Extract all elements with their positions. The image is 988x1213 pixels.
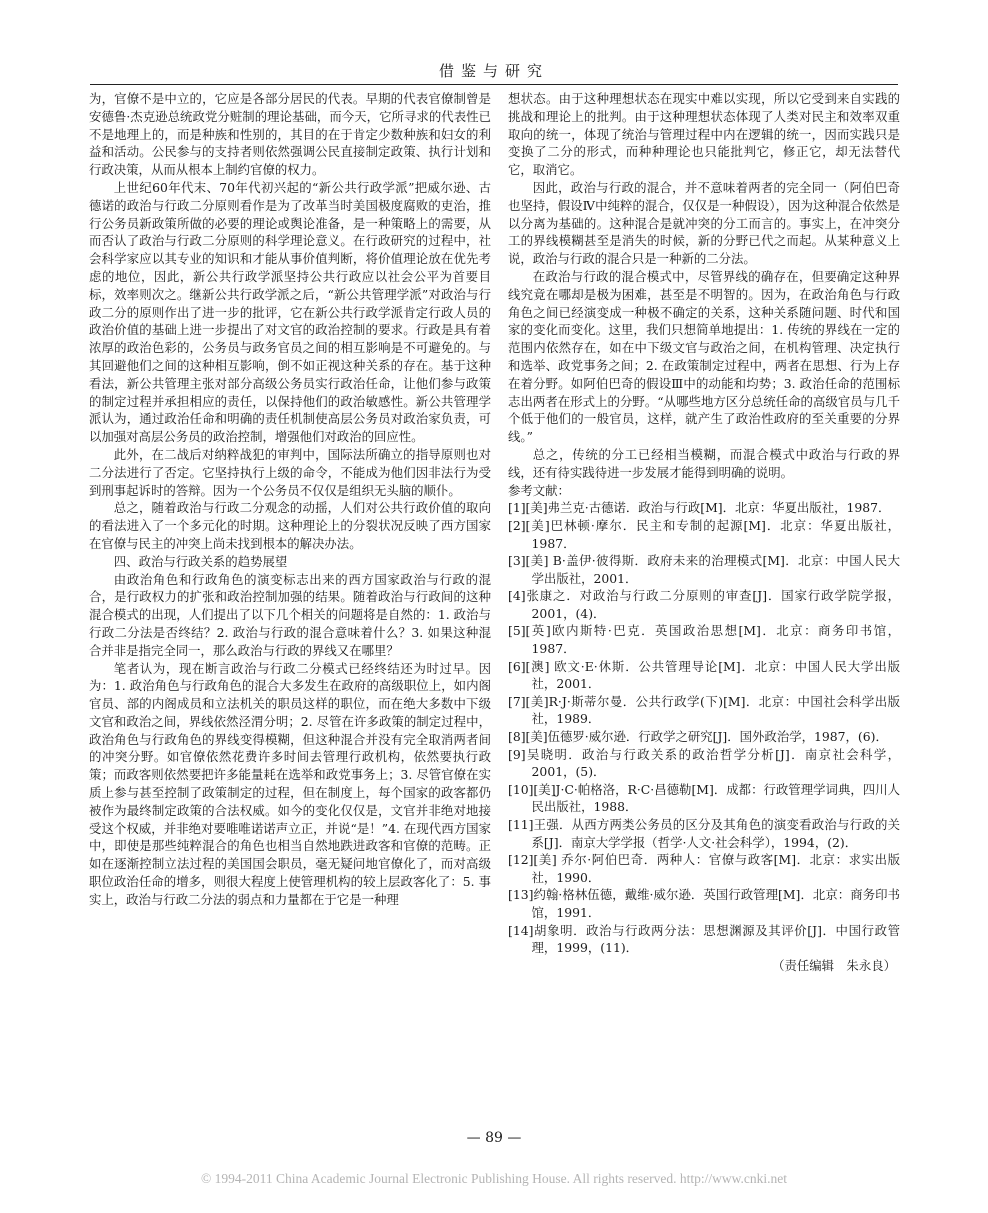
reference-item: [4]张康之．对政治与行政二分原则的审查[J]．国家行政学院学报，2001，(4)． <box>508 588 900 621</box>
paragraph: 此外，在二战后对纳粹战犯的审判中，国际法所确立的指导原则也对二分法进行了否定。它坚持执行上级的命令，不能成为他们因非法行为受到刑事起诉时的答辩。因为一个公务员不仅仅是组织无头脑的顺仆。 <box>89 446 491 498</box>
paragraph: 总之，随着政治与行政二分观念的动摇，人们对公共行政价值的取向的看法进入了一个多元化的时期。这种理论上的分裂状况反映了西方国家在官僚与民主的冲突上尚未找到根本的解决办法。 <box>89 500 491 551</box>
reference-item: [12][美] 乔尔·阿伯巴奇．两种人：官僚与政客[M]．北京：求实出版社，1990． <box>508 852 900 885</box>
reference-item: [2][美]巴林顿·摩尔．民主和专制的起源[M]．北京：华夏出版社，1987． <box>508 517 900 551</box>
left-column <box>89 90 491 909</box>
reference-item: [8][美]伍德罗·威尔逊．行政学之研究[J]．国外政治学，1987，(6)． <box>508 729 888 745</box>
reference-item: [13]约翰·格林伍德，戴维·威尔逊．英国行政管理[M]．北京：商务印书馆，1991． <box>508 887 900 920</box>
paragraph: 因此，政治与行政的混合，并不意味着两者的完全同一（阿伯巴奇也坚持，假设Ⅳ中纯粹的混合，仅仅是一种假设），因为这种混合依然是以分离为基础的。这种混合是就冲突的分工而言的。事实上，在冲突分工的界线模糊甚至是消失的时候，新的分野已代之而起。从某种意义上说，政治与行政的混合只是一种新的二分法。 <box>508 179 900 267</box>
right-column <box>508 90 900 975</box>
section-heading: 四、政治与行政关系的趋势展望 <box>113 553 288 569</box>
header-rule <box>90 84 898 85</box>
reference-item: [5][英]欧内斯特·巴克．英国政治思想[M]．北京：商务印书馆，1987． <box>508 623 900 657</box>
editor-note: （责任编辑 朱永良） <box>772 957 896 973</box>
paragraph: 笔者认为，现在断言政治与行政二分模式已经终结还为时过早。因为：1. 政治角色与行政角色的混合大多发生在政府的高级职位上，如内阁官员、部的内阁成员和立法机关的职员这样的职位，而在绝大多数中下级文官和政治之间，界线依然泾渭分明；2. 尽管在许多政策的制定过程中，政治角色与行政角色的界线变得模糊，但这种混合并没有完全取消两者间的冲突分野。如官僚依然花费许多时间去管理行政机构，依然要执行政策；而政客则依然要把许多能量耗在选举和政党事务上；3. 尽管官僚在实质上参与甚至控制了政策制定的过程，但在制度上，每个国家的政客都仍被作为最终制定政策的合法权威。如今的变化仅仅是，文官并非绝对地接受这个权威，并非绝对要唯唯诺诺声立正，并说“是！”4. 在现代西方国家中，即使是那些纯粹混合的角色也相当自然地跌进政客和官僚的范畴。正如在逐渐控制立法过程的美国国会职员，毫无疑问地官僚化了，而对高级职位政治任命的增多，则很大程度上使管理机构的较上层政客化了：5. 事实上，政治与行政二分法的弱点和力量都在于它是一种理 <box>89 660 491 907</box>
reference-item: [6][澳] 欧文·E·休斯．公共管理导论[M]．北京：中国人民大学出版社，2001． <box>508 658 900 692</box>
paragraph: 在政治与行政的混合模式中，尽管界线的确存在，但要确定这种界线究竟在哪却是极为困难，甚至是不明智的。因为，在政治角色与行政角色之间已经演变成一种极不确定的关系，这种关系随问题、时代和国家的变化而变化。这里，我们只想简单地提出：1. 传统的界线在一定的范围内依然存在，如在中下级文官与政治之间，在机构管理、决定执行和选举、政党事务之间；2. 在政策制定过程中，两者在思想、行为上存在着分野。如阿伯巴奇的假设Ⅲ中的动能和均势；3. 政治任命的范围标志出两者在形式上的分野。“从哪些地方区分总统任命的高级官员与几千个低于他们的一般官员，这样，就产生了政治性政府的至关重要的分界线。” <box>508 268 900 445</box>
reference-item: [11]王强．从西方两类公务员的区分及其角色的演变看政治与行政的关系[J]．南京大学学报（哲学·人文·社会科学），1994，(2)． <box>508 817 900 850</box>
reference-item: [7][美]R·J·斯蒂尔曼．公共行政学(下)[M]．北京：中国社会科学出版社，1989． <box>508 693 900 727</box>
page-number: — 89 — <box>466 1130 522 1146</box>
reference-item: [10][美]J·C·帕格洛，R·C·昌德勒[M]．成都：行政管理学词典，四川人民出版社，1988． <box>508 781 900 815</box>
reference-list <box>508 499 900 956</box>
references-heading: 参考文献： <box>508 482 570 498</box>
paragraph: 由政治角色和行政角色的演变标志出来的西方国家政治与行政的混合，是行政权力的扩张和政治控制加强的结果。随着政治与行政间的这种混合模式的出现，人们提出了以下几个相关的问题将是自然的：1. 政治与行政二分法是否终结？2. 政治与行政的混合意味着什么？3. 如果这种混合并非是指完全同一，那么政治与行政的界线又在哪里？ <box>89 571 491 658</box>
reference-item: [14]胡象明．政治与行政两分法：思想渊源及其评价[J]．中国行政管理，1999，(11)． <box>508 922 900 956</box>
running-header: 借鉴与研究 <box>438 62 549 80</box>
reference-item: [3][美] B·盖伊·彼得斯．政府未来的治理模式[M]．北京：中国人民大学出版社，2001． <box>508 553 900 586</box>
paragraph: 为，官僚不是中立的，它应是各部分居民的代表。早期的代表官僚制曾是安德鲁·杰克逊总统政党分赃制的理论基础，而今天，它所寻求的代表性已不是地理上的，而是种族和性别的，其目的在于肯定少数种族和妇女的利益和活动。公民参与的支持者则依然强调公民直接制定政策、执行计划和行政决策，从而从根本上制约官僚的权力。 <box>89 91 491 178</box>
reference-item: [1][美]弗兰克·古德诺．政治与行政[M]．北京：华夏出版社，1987． <box>508 500 891 516</box>
paragraph: 总之，传统的分工已经相当模糊，而混合模式中政治与行政的界线，还有待实践待进一步发展才能得到明确的说明。 <box>508 446 900 480</box>
paragraph: 上世纪60年代末、70年代初兴起的“新公共行政学派”把威尔逊、古德诺的政治与行政二分原则看作是为了改革当时美国极度腐败的吏治，推行公务员新政策所做的必要的理论或舆论准备，是一种策略上的需要，从而否认了政治与行政二分原则的科学理论意义。在行政研究的过程中，社会科学家应以其专业的知识和才能从事价值判断，将价值理论放在优先考虑的地位，因此，新公共行政学派坚持公共行政应以社会公平为首要目标，效率则次之。继新公共行政学派之后，“新公共管理学派”对政治与行政二分的原则作出了进一步的批评，它在新公共行政学派肯定行政人员的政治价值的基础上进一步提出了对文官的政治控制的要求。行政是具有着浓厚的政治色彩的，公务员与政务官员之间的相互影响是不可避免的。与其回避他们之间的这种相互影响，倒不如正视这种关系的存在。基于这种看法，新公共管理主张对部分高级公务员实行政治任命，让他们参与政策的制定过程并承担相应的责任，以保持他们的政治敏感性。新公共管理学派认为，通过政治任命和明确的责任机制使高层公务员对政治家负责，可以加强对高层公务员的政治控制，增强他们对政治的回应性。 <box>89 179 491 445</box>
paragraph: 想状态。由于这种理想状态在现实中难以实现，所以它受到来自实践的挑战和理论上的批判。由于这种理想状态体现了人类对民主和效率双重取向的统一，体现了统治与管理过程中内在逻辑的统一，因而实践只是变换了二分的形式，而种种理论也只能批判它，修正它，却无法替代它，取消它。 <box>508 91 900 178</box>
copyright-footer: © 1994-2011 China Academic Journal Electronic Publishing House. All rights reserved. http://www.cnki.net <box>201 1171 787 1186</box>
reference-item: [9]吴晓明．政治与行政关系的政治哲学分析[J]．南京社会科学，2001，(5)． <box>508 746 900 780</box>
